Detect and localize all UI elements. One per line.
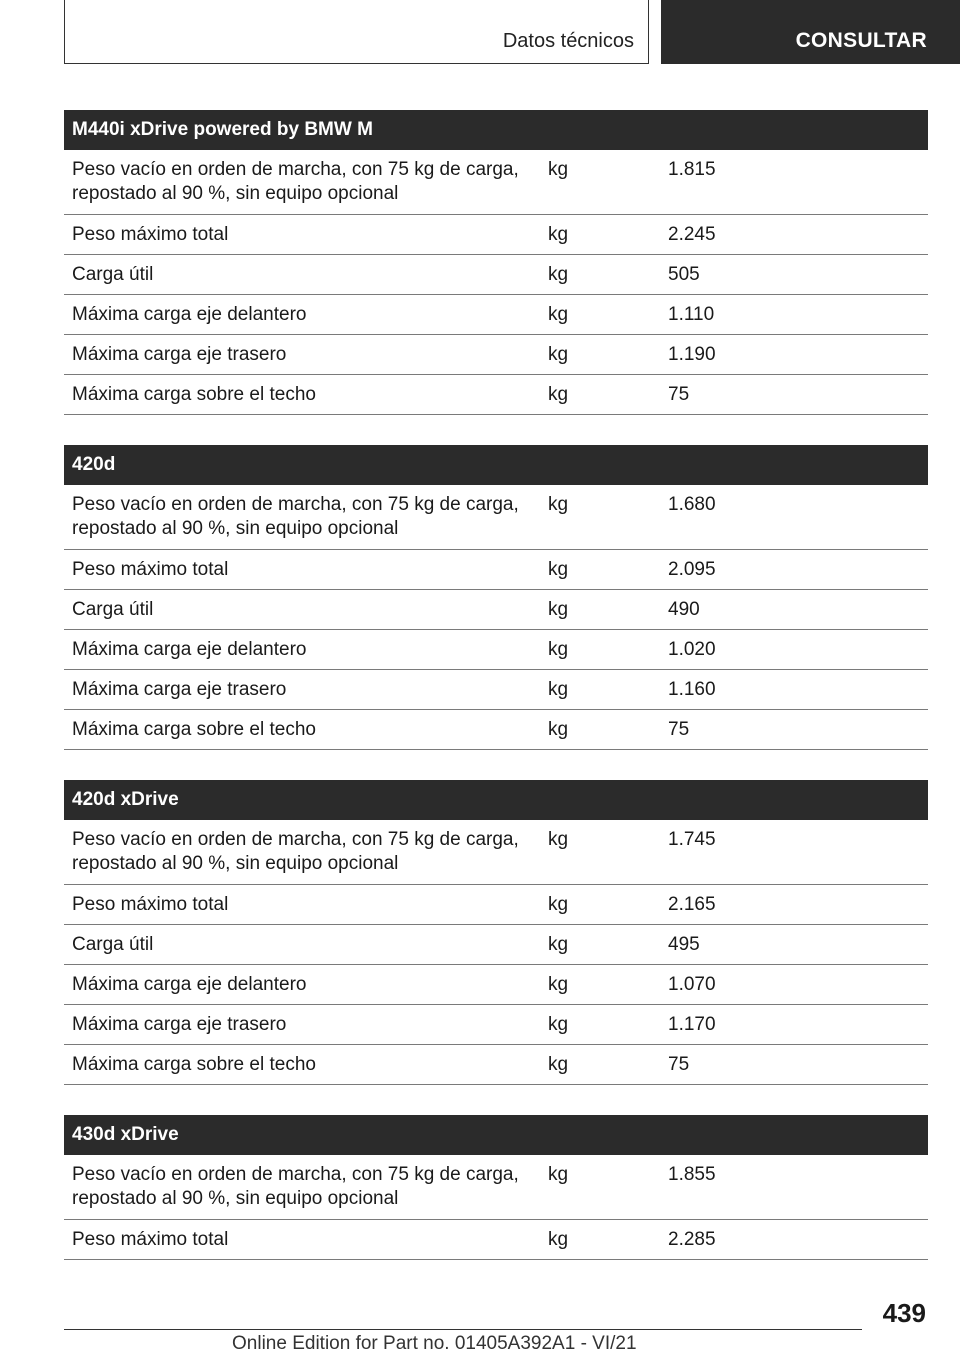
row-value: 2.165 [668, 894, 716, 915]
row-label: Carga útil [72, 599, 154, 620]
row-label: Peso vacío en orden de marcha, con 75 kg de carga, repostado al 90 %, sin equipo opcional [72, 159, 519, 204]
row-label: Peso vacío en orden de marcha, con 75 kg de carga, repostado al 90 %, sin equipo opcional [72, 829, 519, 874]
footer-divider [64, 1329, 862, 1330]
row-label: Peso máximo total [72, 1229, 229, 1250]
consult-tab[interactable] [661, 0, 960, 64]
table-row [64, 255, 928, 295]
row-unit: kg [548, 679, 569, 700]
row-unit: kg [548, 719, 569, 740]
row-label: Máxima carga eje delantero [72, 639, 307, 660]
row-value: 2.285 [668, 1229, 716, 1250]
row-unit: kg [548, 1054, 569, 1075]
row-value: 1.745 [668, 829, 716, 850]
section-title: Datos técnicos [502, 30, 634, 52]
table-row [64, 375, 928, 415]
row-label: Peso máximo total [72, 224, 229, 245]
row-unit: kg [548, 974, 569, 995]
spec-table [64, 110, 928, 415]
table-row [64, 925, 928, 965]
row-label: Carga útil [72, 264, 154, 285]
row-value: 490 [668, 599, 700, 620]
row-label: Máxima carga eje trasero [72, 679, 287, 700]
table-row [64, 630, 928, 670]
spec-tables [64, 110, 928, 1290]
row-value: 2.245 [668, 224, 716, 245]
table-row [64, 1220, 928, 1260]
table-title: 420d xDrive [64, 780, 928, 820]
row-label: Carga útil [72, 934, 154, 955]
row-value: 2.095 [668, 559, 716, 580]
row-value: 1.855 [668, 1164, 716, 1185]
row-unit: kg [548, 304, 569, 325]
row-unit: kg [548, 559, 569, 580]
table-title: 430d xDrive [64, 1115, 928, 1155]
row-unit: kg [548, 599, 569, 620]
table-row [64, 295, 928, 335]
table-row [64, 550, 928, 590]
table-row [64, 710, 928, 750]
table-row [64, 670, 928, 710]
row-value: 75 [668, 384, 690, 405]
table-row [64, 820, 928, 885]
row-value: 495 [668, 934, 700, 955]
row-value: 1.070 [668, 974, 716, 995]
row-value: 1.020 [668, 639, 716, 660]
row-unit: kg [548, 894, 569, 915]
table-row [64, 1155, 928, 1220]
row-value: 1.170 [668, 1014, 716, 1035]
row-unit: kg [548, 1164, 569, 1185]
row-value: 1.110 [668, 304, 715, 325]
row-unit: kg [548, 384, 569, 405]
row-label: Máxima carga eje delantero [72, 304, 307, 325]
row-value: 75 [668, 1054, 690, 1075]
table-row [64, 885, 928, 925]
header-section-box [64, 0, 649, 64]
row-label: Máxima carga sobre el techo [72, 1054, 316, 1075]
row-value: 505 [668, 264, 700, 285]
row-label: Máxima carga eje delantero [72, 974, 307, 995]
table-row [64, 1005, 928, 1045]
row-unit: kg [548, 344, 569, 365]
row-value: 1.190 [668, 344, 716, 365]
row-label: Máxima carga sobre el techo [72, 719, 316, 740]
row-unit: kg [548, 159, 569, 180]
row-unit: kg [548, 639, 569, 660]
row-unit: kg [548, 224, 569, 245]
row-value: 75 [668, 719, 690, 740]
row-unit: kg [548, 494, 569, 515]
table-row [64, 965, 928, 1005]
row-unit: kg [548, 829, 569, 850]
table-row [64, 215, 928, 255]
table-row [64, 485, 928, 550]
row-value: 1.160 [668, 679, 716, 700]
row-unit: kg [548, 1014, 569, 1035]
table-row [64, 1045, 928, 1085]
row-label: Máxima carga sobre el techo [72, 384, 316, 405]
spec-table [64, 445, 928, 750]
spec-table [64, 780, 928, 1085]
table-row [64, 590, 928, 630]
spec-table [64, 1115, 928, 1260]
page-number: 439 [882, 1298, 926, 1328]
row-label: Peso máximo total [72, 894, 229, 915]
row-label: Peso máximo total [72, 559, 229, 580]
table-row [64, 150, 928, 215]
row-label: Máxima carga eje trasero [72, 1014, 287, 1035]
row-unit: kg [548, 934, 569, 955]
row-label: Peso vacío en orden de marcha, con 75 kg de carga, repostado al 90 %, sin equipo opcional [72, 494, 519, 539]
row-label: Peso vacío en orden de marcha, con 75 kg de carga, repostado al 90 %, sin equipo opcional [72, 1164, 519, 1209]
consult-tab-label: CONSULTAR [795, 29, 927, 52]
row-label: Máxima carga eje trasero [72, 344, 287, 365]
table-title: 420d [64, 445, 928, 485]
table-title: M440i xDrive powered by BMW M [64, 110, 928, 150]
edition-text: Online Edition for Part no. 01405A392A1 - VI/21 [232, 1333, 637, 1354]
row-value: 1.680 [668, 494, 716, 515]
row-value: 1.815 [668, 159, 716, 180]
row-unit: kg [548, 1229, 569, 1250]
table-row [64, 335, 928, 375]
row-unit: kg [548, 264, 569, 285]
